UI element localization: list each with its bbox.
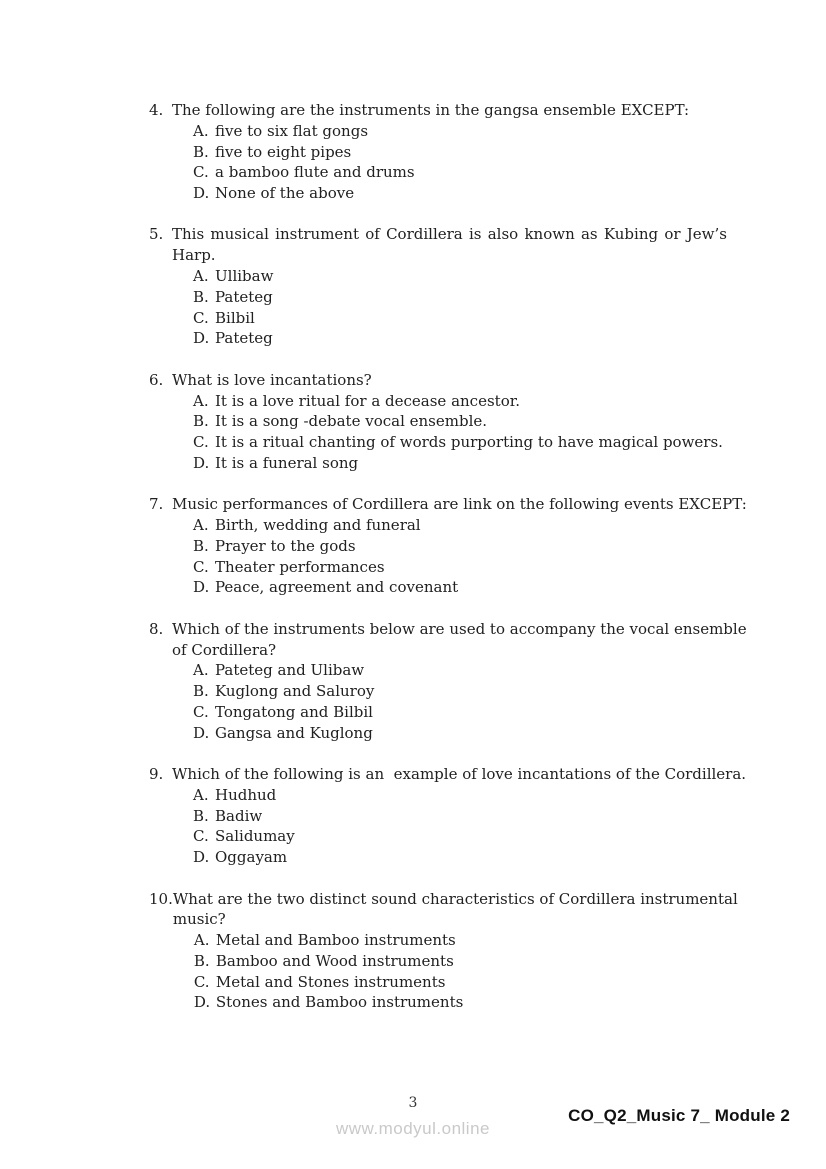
option-letter: D.	[193, 848, 210, 867]
question-text-line: Harp.	[172, 246, 216, 265]
option	[193, 785, 727, 806]
options-list	[193, 391, 727, 474]
option-letter: D.	[193, 993, 211, 1012]
module-footer-label: CO_Q2_Music 7_ Module 2	[568, 1106, 790, 1125]
option-letter: B.	[193, 536, 209, 555]
question-number: 4.	[149, 101, 164, 119]
option-text: Badiw	[215, 806, 263, 825]
options-list	[193, 266, 727, 349]
option-text: Kuglong and Saluroy	[215, 682, 375, 701]
option	[193, 557, 727, 578]
option-letter: C.	[193, 163, 209, 182]
option-letter: D.	[193, 184, 210, 203]
question-body	[172, 494, 747, 598]
option-letter: C.	[193, 308, 209, 327]
question-body	[172, 100, 727, 204]
option-text: Theater performances	[215, 557, 385, 576]
option-text: Salidumay	[215, 827, 295, 846]
option-letter: B.	[193, 682, 209, 701]
question	[149, 889, 738, 1014]
page-number: 3	[408, 1095, 418, 1111]
option	[193, 121, 727, 142]
option	[194, 951, 727, 972]
question-text-line: Music performances of Cordillera are link on the following events EXCEPT:	[172, 495, 747, 514]
option	[193, 536, 727, 557]
option-text: Pateteg	[215, 287, 273, 306]
option-text: Metal and Stones instruments	[215, 972, 446, 991]
option-text: Peace, agreement and covenant	[215, 578, 459, 597]
option-text: Tongatong and Bilbil	[215, 702, 373, 721]
option-text: It is a love ritual for a decease ancestor.	[215, 391, 521, 410]
option-letter: C.	[193, 433, 209, 452]
option-letter: A.	[193, 785, 209, 804]
option	[193, 826, 727, 847]
option-letter: D.	[193, 453, 210, 472]
option-text: Oggayam	[215, 848, 288, 867]
question-text-line: What are the two distinct sound characteristics of Cordillera instrumental	[172, 889, 738, 908]
option-text: Bilbil	[215, 308, 255, 327]
option-letter: B.	[193, 287, 209, 306]
question	[149, 224, 727, 349]
question	[149, 764, 747, 868]
option-letter: A.	[193, 661, 209, 680]
option-text: It is a song -debate vocal ensemble.	[215, 412, 488, 431]
option-text: Ullibaw	[215, 267, 274, 286]
option-letter: A.	[193, 391, 209, 410]
option	[194, 930, 727, 951]
question	[149, 100, 727, 204]
question	[149, 494, 747, 598]
question-body	[172, 619, 747, 744]
option-text: a bamboo flute and drums	[215, 163, 415, 182]
question-number: 9.	[149, 765, 164, 784]
question-text-line: This musical instrument of Cordillera is also known as Kubing or Jew’s	[172, 225, 727, 244]
option	[193, 577, 727, 598]
option	[194, 972, 727, 993]
question	[149, 370, 727, 474]
question-text-line: What is love incantations?	[172, 370, 372, 389]
option-text: Pateteg	[215, 329, 273, 348]
question-text-line: of Cordillera?	[172, 640, 277, 659]
question-text-line: Which of the instruments below are used to accompany the vocal ensemble	[172, 619, 747, 638]
question-number: 7.	[149, 495, 164, 514]
option-text: None of the above	[215, 184, 355, 203]
option-letter: C.	[193, 557, 209, 576]
question-body	[172, 370, 727, 474]
option-letter: D.	[193, 723, 210, 742]
question-text-line: Which of the following is an example of love incantations of the Cordillera.	[172, 765, 747, 784]
option	[193, 660, 727, 681]
option	[193, 328, 727, 349]
option-letter: D.	[193, 578, 210, 597]
question-text-line: The following are the instruments in the gangsa ensemble EXCEPT:	[172, 101, 690, 119]
option	[193, 391, 727, 412]
options-list	[193, 660, 727, 743]
option	[193, 806, 727, 827]
option-text: It is a ritual chanting of words purporting to have magical powers.	[215, 433, 723, 452]
option-text: Birth, wedding and funeral	[215, 516, 421, 535]
option	[193, 681, 727, 702]
option-letter: B.	[193, 951, 210, 970]
option-text: Bamboo and Wood instruments	[215, 951, 454, 970]
option	[193, 287, 727, 308]
option-letter: B.	[193, 412, 209, 431]
question	[149, 619, 747, 744]
watermark-text: www.modyul.online	[335, 1119, 490, 1138]
option	[193, 183, 727, 204]
option-letter: B.	[193, 142, 209, 161]
option	[194, 992, 727, 1013]
option-text: Hudhud	[215, 785, 277, 804]
option-text: five to six flat gongs	[215, 121, 369, 140]
question-number: 8.	[149, 619, 164, 638]
option	[193, 702, 727, 723]
question-number: 6.	[149, 370, 164, 389]
option-letter: C.	[193, 972, 210, 991]
option	[193, 515, 727, 536]
option	[193, 162, 727, 183]
question-body	[172, 764, 747, 868]
option-text: Stones and Bamboo instruments	[215, 993, 464, 1012]
option-text: Metal and Bamboo instruments	[215, 931, 456, 950]
option	[193, 723, 727, 744]
option	[193, 266, 727, 287]
option-letter: C.	[193, 702, 209, 721]
option-letter: C.	[193, 827, 209, 846]
option-text: five to eight pipes	[215, 142, 352, 161]
option-letter: A.	[193, 267, 209, 286]
option	[193, 847, 727, 868]
options-list	[193, 515, 727, 598]
question-number: 10.	[149, 889, 173, 908]
options-list	[193, 785, 727, 868]
option-text: Pateteg and Ulibaw	[215, 661, 365, 680]
option-letter: A.	[193, 931, 210, 950]
option	[193, 308, 727, 329]
option	[193, 453, 727, 474]
option-letter: A.	[193, 121, 209, 140]
question-text-line: music?	[172, 910, 226, 929]
option-letter: D.	[193, 329, 210, 348]
option-text: Prayer to the gods	[215, 536, 356, 555]
options-list	[193, 121, 727, 204]
options-list	[194, 930, 727, 1013]
question-number: 5.	[149, 225, 164, 244]
question-body	[172, 889, 738, 1014]
option-letter: B.	[193, 806, 209, 825]
option	[193, 432, 727, 453]
questions-section	[149, 100, 747, 1034]
option-text: It is a funeral song	[215, 453, 359, 472]
option-letter: A.	[193, 516, 209, 535]
option	[193, 411, 727, 432]
option-text: Gangsa and Kuglong	[215, 723, 373, 742]
question-body	[172, 224, 727, 349]
option	[193, 142, 727, 163]
